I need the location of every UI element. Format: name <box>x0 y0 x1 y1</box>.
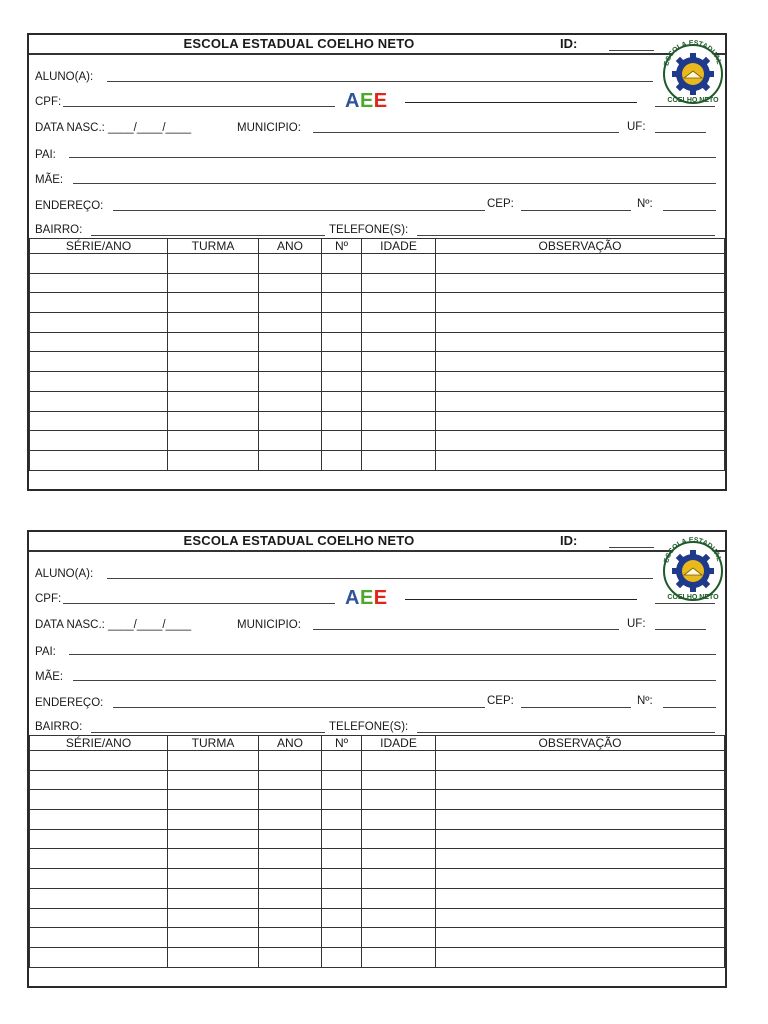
id-field[interactable] <box>609 50 654 51</box>
numero-field[interactable] <box>663 707 716 708</box>
school-name: ESCOLA ESTADUAL COELHO NETO <box>183 533 415 548</box>
bairro-label: BAIRRO: <box>35 224 83 236</box>
aluno-label: ALUNO(A): <box>35 71 94 83</box>
cpf-field[interactable] <box>63 603 335 604</box>
logo-text-top: ESCOLA ESTADUAL <box>663 40 723 67</box>
endereco-field[interactable] <box>113 210 485 211</box>
enrollment-history-table <box>29 238 725 471</box>
col-serie-ano: SÉRIE/ANO <box>30 239 168 254</box>
pai-label: PAI: <box>35 646 56 658</box>
table-row[interactable] <box>30 332 725 352</box>
aee-letter-e2: E <box>373 587 388 609</box>
cep-label: CEP: <box>487 695 514 707</box>
cpf-field[interactable] <box>63 106 335 107</box>
cpf-extra-line-2 <box>655 106 715 107</box>
table-row[interactable] <box>30 869 725 889</box>
logo-text-bottom: COELHO NETO <box>667 594 719 601</box>
table-row[interactable] <box>30 928 725 948</box>
bairro-label: BAIRRO: <box>35 721 83 733</box>
mae-field[interactable] <box>73 680 716 681</box>
table-row[interactable] <box>30 888 725 908</box>
cep-field[interactable] <box>521 707 631 708</box>
table-row[interactable] <box>30 829 725 849</box>
table-row[interactable] <box>30 293 725 313</box>
school-seal-logo <box>656 537 730 601</box>
endereco-field[interactable] <box>113 707 485 708</box>
telefone-label: TELEFONE(S): <box>329 721 409 733</box>
mae-field[interactable] <box>73 183 716 184</box>
table-row[interactable] <box>30 391 725 411</box>
numero-label: Nº: <box>637 198 653 210</box>
col-observacao: OBSERVAÇÃO <box>436 736 725 751</box>
table-header-row <box>30 736 725 751</box>
table-row[interactable] <box>30 751 725 771</box>
aluno-label: ALUNO(A): <box>35 568 94 580</box>
card-header <box>29 35 725 55</box>
aluno-field[interactable] <box>107 578 653 579</box>
uf-field[interactable] <box>655 629 706 630</box>
municipio-label: MUNICIPIO: <box>237 122 301 134</box>
col-numero: Nº <box>322 736 362 751</box>
data-nasc-label: DATA NASC.: ____/____/____ <box>35 619 192 631</box>
numero-label: Nº: <box>637 695 653 707</box>
table-row[interactable] <box>30 411 725 431</box>
aee-letter-e2: E <box>373 90 388 112</box>
aee-letter-a: A <box>345 90 360 112</box>
uf-field[interactable] <box>655 132 706 133</box>
aee-letter-e1: E <box>359 90 374 112</box>
pai-field[interactable] <box>69 157 716 158</box>
table-row[interactable] <box>30 254 725 274</box>
municipio-field[interactable] <box>313 629 619 630</box>
aee-title <box>345 90 388 113</box>
bairro-field[interactable] <box>91 732 325 733</box>
pai-label: PAI: <box>35 149 56 161</box>
telefone-field[interactable] <box>417 235 715 236</box>
bairro-field[interactable] <box>91 235 325 236</box>
uf-label: UF: <box>627 618 646 630</box>
aee-letter-e1: E <box>359 587 374 609</box>
cpf-extra-line <box>405 102 637 103</box>
table-header-row <box>30 239 725 254</box>
table-row[interactable] <box>30 849 725 869</box>
numero-field[interactable] <box>663 210 716 211</box>
cpf-extra-line-2 <box>655 603 715 604</box>
student-record-card-2 <box>27 530 727 988</box>
endereco-label: ENDEREÇO: <box>35 200 104 212</box>
enrollment-history-table <box>29 735 725 968</box>
col-ano: ANO <box>259 736 322 751</box>
data-nasc-label: DATA NASC.: ____/____/____ <box>35 122 192 134</box>
cpf-extra-line <box>405 599 637 600</box>
table-row[interactable] <box>30 810 725 830</box>
col-numero: Nº <box>322 239 362 254</box>
telefone-label: TELEFONE(S): <box>329 224 409 236</box>
aee-title <box>345 587 388 610</box>
table-row[interactable] <box>30 431 725 451</box>
col-idade: IDADE <box>362 239 436 254</box>
aluno-field[interactable] <box>107 81 653 82</box>
school-name: ESCOLA ESTADUAL COELHO NETO <box>183 36 415 51</box>
card-header <box>29 532 725 552</box>
col-turma: TURMA <box>168 239 259 254</box>
cep-field[interactable] <box>521 210 631 211</box>
endereco-label: ENDEREÇO: <box>35 697 104 709</box>
id-label: ID: <box>560 36 578 51</box>
cpf-label: CPF: <box>35 96 62 108</box>
logo-text-bottom: COELHO NETO <box>667 97 719 104</box>
cep-label: CEP: <box>487 198 514 210</box>
pai-field[interactable] <box>69 654 716 655</box>
id-label: ID: <box>560 533 578 548</box>
table-row[interactable] <box>30 947 725 967</box>
col-idade: IDADE <box>362 736 436 751</box>
uf-label: UF: <box>627 121 646 133</box>
mae-label: MÃE: <box>35 174 64 186</box>
table-row[interactable] <box>30 352 725 372</box>
cpf-label: CPF: <box>35 593 62 605</box>
aee-letter-a: A <box>345 587 360 609</box>
table-row[interactable] <box>30 790 725 810</box>
municipio-field[interactable] <box>313 132 619 133</box>
student-record-card-1 <box>27 33 727 491</box>
school-seal-logo <box>656 40 730 104</box>
mae-label: MÃE: <box>35 671 64 683</box>
id-field[interactable] <box>609 547 654 548</box>
table-row[interactable] <box>30 908 725 928</box>
logo-text-top: ESCOLA ESTADUAL <box>663 537 723 564</box>
table-row[interactable] <box>30 770 725 790</box>
table-row[interactable] <box>30 273 725 293</box>
table-row[interactable] <box>30 313 725 333</box>
telefone-field[interactable] <box>417 732 715 733</box>
municipio-label: MUNICIPIO: <box>237 619 301 631</box>
col-serie-ano: SÉRIE/ANO <box>30 736 168 751</box>
col-observacao: OBSERVAÇÃO <box>436 239 725 254</box>
table-row[interactable] <box>30 372 725 392</box>
table-row[interactable] <box>30 450 725 470</box>
col-turma: TURMA <box>168 736 259 751</box>
col-ano: ANO <box>259 239 322 254</box>
